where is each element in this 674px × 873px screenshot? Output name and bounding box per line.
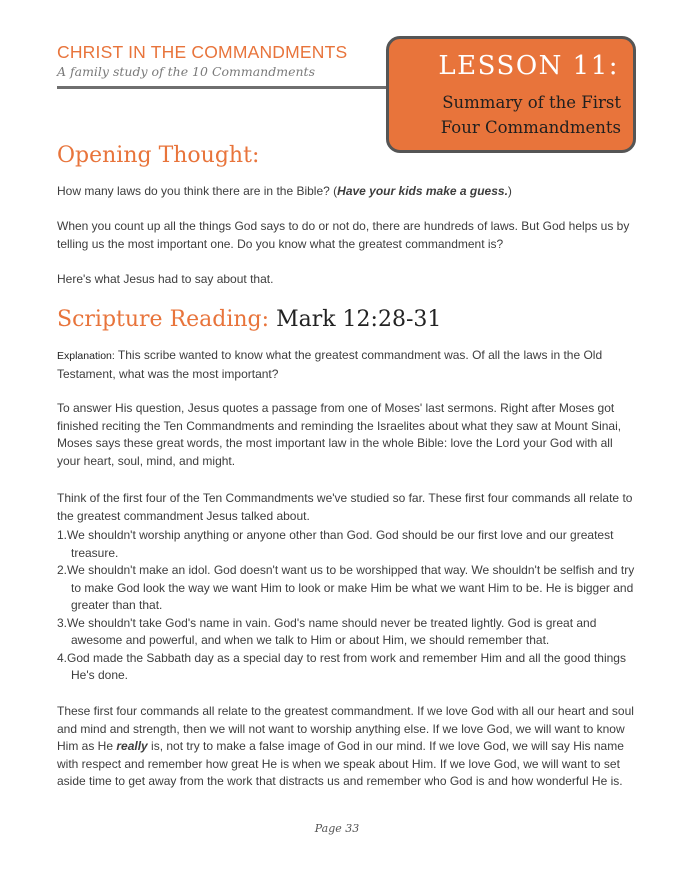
lesson-title [441, 90, 621, 140]
opening-p1-close: ) [507, 184, 512, 198]
lesson-title-line1: Summary of the First [442, 93, 621, 112]
scripture-paragraph-2: To answer His question, Jesus quotes a passage from one of Moses' last sermons. Right after Moses got finished reciting the Ten Commandments and reminding the Israelites about what they saw at Mount Sinai, Moses says these great words, the most important law in the whole Bible: love the Lord your God with all your heart, soul, mind, and might. [57, 401, 622, 468]
closing-emphasis: really [116, 739, 148, 753]
list-item: 1.We shouldn't worship anything or anyone other than God. God should be our first love and our greatest treasure. [57, 528, 614, 560]
header-divider [57, 86, 397, 89]
scripture-paragraph-3: Think of the first four of the Ten Commandments we've studied so far. These first four commands all relate to the greatest commandment Jesus talked about. [57, 491, 633, 523]
opening-p1-text: How many laws do you think there are in the Bible? ( [57, 184, 338, 198]
explanation-text: This scribe wanted to know what the greatest commandment was. Of all the laws in the Old Testament, what was the most important? [57, 348, 603, 381]
lesson-number: LESSON 11: [438, 51, 619, 81]
explanation-paragraph [57, 347, 639, 383]
series-subtitle: A family study of the 10 Commandments [57, 64, 315, 79]
opening-paragraph-2: When you count up all the things God says to do or not do, there are hundreds of laws. But God helps us by telling us the most important one. Do you know what the greatest commandment is? [57, 219, 630, 251]
lesson-title-line2: Four Commandments [440, 118, 621, 137]
closing-text-b: is, not try to make a false image of God in our mind. If we love God, we will say His name with respect and remember how great He is when we speak about Him. If we love God, we will want to set aside time to get away from the work that distracts us and remember who God is and how wonderful He is. [57, 739, 624, 788]
list-item: 3.We shouldn't take God's name in vain. God's name should never be treated lightly. God is great and awesome and powerful, and when we talk to Him or about Him, we should remember that. [57, 615, 597, 647]
scripture-heading [57, 307, 441, 332]
scripture-reference: Mark 12:28-31 [276, 307, 442, 332]
page-number: Page 33 [314, 822, 360, 835]
list-item: 4.God made the Sabbath day as a special day to rest from work and remember Him and all the good things He's done. [57, 650, 626, 682]
scripture-heading-label: Scripture Reading: [57, 307, 270, 332]
closing-paragraph [57, 703, 639, 791]
opening-paragraph-3: Here's what Jesus had to say about that. [57, 272, 274, 286]
closing-text-a: These first four commands all relate to the greatest commandment. If we love God with all our heart and soul and mind and strength, then we will not want to worship anything else. If we love God, we will want to know Him as He [57, 704, 634, 753]
opening-p1-emphasis: Have your kids make a guess. [337, 184, 508, 198]
series-title: CHRIST IN THE COMMANDMENTS [57, 42, 348, 62]
opening-paragraph-1 [57, 183, 639, 201]
list-item: 2.We shouldn't make an idol. God doesn't want us to be worshipped that way. We shouldn't be selfish and try to make God look the way we want Him to look or make Him be what we want Him to be. He is bigger and greater than that. [57, 563, 635, 612]
lesson-banner [386, 36, 636, 153]
commandments-list [57, 527, 639, 685]
opening-heading: Opening Thought: [57, 143, 260, 168]
explanation-label: Explanation: [57, 350, 115, 362]
